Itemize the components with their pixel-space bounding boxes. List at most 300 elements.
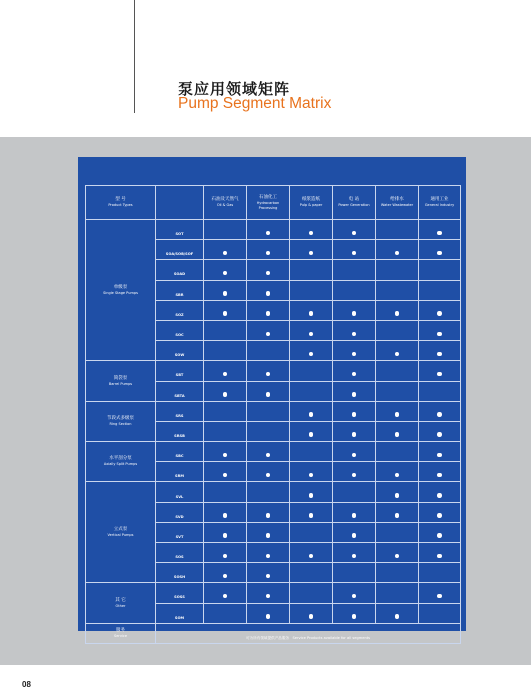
model-code-cell (156, 583, 204, 603)
model-code-cell (156, 240, 204, 260)
dot-icon (309, 493, 314, 498)
matrix-cell (376, 442, 419, 462)
dot-icon (309, 473, 314, 478)
matrix-cell (290, 260, 333, 280)
dot-icon (266, 251, 271, 256)
dot-icon (223, 473, 228, 478)
dot-icon (266, 372, 271, 377)
dot-icon (352, 352, 357, 357)
matrix-cell (290, 462, 333, 482)
matrix-cell (247, 280, 290, 300)
dot-icon (437, 352, 442, 357)
matrix-cell (204, 502, 247, 522)
matrix-cell (376, 603, 419, 623)
category-label-en: Ring Section (109, 421, 132, 426)
dot-icon (223, 251, 228, 256)
segment-header (204, 186, 247, 220)
model-code-cell (156, 543, 204, 563)
dot-icon (437, 251, 442, 256)
matrix-cell (333, 583, 376, 603)
model-code-cell (156, 421, 204, 441)
matrix-cell (376, 341, 419, 361)
model-code: SRSB (174, 433, 185, 438)
matrix-cell (333, 280, 376, 300)
dot-icon (266, 311, 271, 316)
dot-icon (309, 352, 314, 357)
matrix-cell (333, 361, 376, 381)
table-row (86, 482, 461, 502)
dot-icon (309, 251, 314, 256)
matrix-cell (333, 260, 376, 280)
dot-icon (437, 554, 442, 559)
dot-icon (395, 311, 400, 316)
matrix-cell (419, 320, 461, 340)
matrix-cell (333, 341, 376, 361)
service-label-en: Service (114, 633, 127, 638)
dot-icon (223, 453, 228, 458)
matrix-cell (204, 583, 247, 603)
dot-icon (309, 614, 314, 619)
model-code: SBC (175, 454, 184, 459)
category-label-cn: 节段式多级泵 (107, 415, 134, 421)
segment-label-en: General Industry (424, 203, 455, 207)
matrix-cell (247, 300, 290, 320)
matrix-cell (247, 401, 290, 421)
dot-icon (309, 554, 314, 559)
segment-label-en: Pulp & paper (299, 203, 323, 207)
dot-icon (395, 432, 400, 437)
model-code-cell (156, 482, 204, 502)
dot-icon (266, 473, 271, 478)
matrix-cell (204, 563, 247, 583)
model-code: SOT (175, 232, 184, 237)
matrix-cell (376, 482, 419, 502)
matrix-cell (376, 583, 419, 603)
model-code: SVT (175, 534, 184, 539)
model-code: SOW (174, 353, 185, 358)
dot-icon (437, 311, 442, 316)
matrix-cell (333, 502, 376, 522)
dot-icon (395, 473, 400, 478)
matrix-cell (376, 543, 419, 563)
model-code: SBR (175, 292, 184, 297)
matrix-cell (290, 401, 333, 421)
model-code-cell (156, 563, 204, 583)
dot-icon (395, 251, 400, 256)
table-row (86, 220, 461, 240)
segment-header (376, 186, 419, 220)
matrix-cell (247, 260, 290, 280)
model-header (156, 186, 204, 220)
model-code: SVL (175, 494, 184, 499)
dot-icon (437, 372, 442, 377)
header-row (86, 186, 461, 220)
model-code-cell (156, 442, 204, 462)
matrix-cell (333, 320, 376, 340)
page-title-chinese: 泵应用领域矩阵 (178, 80, 291, 98)
matrix-cell (333, 220, 376, 240)
matrix-cell (290, 502, 333, 522)
matrix-cell (376, 421, 419, 441)
matrix-cell (376, 280, 419, 300)
page-number: 08 (22, 680, 31, 689)
matrix-cell (333, 401, 376, 421)
segment-label-en: Power Generation (338, 203, 370, 207)
dot-icon (309, 432, 314, 437)
matrix-cell (376, 401, 419, 421)
matrix-cell (247, 240, 290, 260)
dot-icon (437, 453, 442, 458)
matrix-cell (247, 341, 290, 361)
service-text-cell (156, 623, 461, 643)
matrix-cell (204, 280, 247, 300)
dot-icon (223, 574, 228, 579)
service-text-en: Service Products available for all segments (292, 635, 371, 640)
matrix-cell (204, 522, 247, 542)
matrix-cell (290, 300, 333, 320)
dot-icon (352, 311, 357, 316)
matrix-cell (290, 320, 333, 340)
model-code: SVD (175, 514, 184, 519)
dot-icon (437, 493, 442, 498)
model-code: SOM (174, 615, 185, 620)
segment-label-cn: 石油及天然气 (211, 197, 239, 202)
dot-icon (223, 554, 228, 559)
matrix-cell (247, 442, 290, 462)
model-code: SOS (175, 555, 184, 560)
matrix-cell (247, 462, 290, 482)
dot-icon (437, 231, 442, 236)
dot-icon (437, 412, 442, 417)
category-cell (86, 361, 156, 401)
dot-icon (352, 392, 357, 397)
matrix-cell (290, 563, 333, 583)
matrix-cell (290, 482, 333, 502)
dot-icon (223, 594, 228, 599)
matrix-cell (204, 320, 247, 340)
dot-icon (223, 533, 228, 538)
matrix-cell (204, 442, 247, 462)
segment-label-cn: 通用工业 (430, 197, 449, 202)
dot-icon (352, 594, 357, 599)
matrix-cell (247, 583, 290, 603)
dot-icon (352, 231, 357, 236)
dot-icon (223, 372, 228, 377)
service-row (86, 623, 461, 643)
segment-header (333, 186, 376, 220)
matrix-cell (204, 240, 247, 260)
dot-icon (352, 332, 357, 337)
category-label-en: Axially Split Pumps (103, 462, 138, 467)
vertical-divider-line (134, 0, 135, 113)
model-code: SOAD (173, 272, 186, 277)
dot-icon (395, 352, 400, 357)
matrix-cell (419, 502, 461, 522)
model-code: SOSS (174, 595, 185, 600)
product-types-label-en: Product Types (108, 203, 133, 207)
model-code: SOA/SOB/SOF (165, 252, 194, 257)
dot-icon (352, 473, 357, 478)
matrix-cell (419, 462, 461, 482)
matrix-cell (290, 220, 333, 240)
table-row (86, 361, 461, 381)
segment-label-en: Oil & Gas (216, 203, 234, 207)
matrix-cell (419, 260, 461, 280)
category-cell (86, 583, 156, 623)
matrix-cell (376, 502, 419, 522)
service-label-cell (86, 623, 156, 643)
matrix-cell (419, 522, 461, 542)
matrix-cell (419, 603, 461, 623)
matrix-cell (247, 320, 290, 340)
dot-icon (437, 332, 442, 337)
matrix-cell (204, 482, 247, 502)
dot-icon (309, 412, 314, 417)
model-code: SOC (175, 333, 184, 338)
matrix-cell (247, 421, 290, 441)
matrix-cell (247, 502, 290, 522)
model-code-cell (156, 341, 204, 361)
dot-icon (266, 231, 271, 236)
matrix-cell (290, 442, 333, 462)
dot-icon (395, 513, 400, 518)
category-label-en: Vertical Pumps (107, 532, 134, 537)
matrix-cell (333, 482, 376, 502)
category-label-en: Barrel Pumps (108, 381, 133, 386)
category-cell (86, 401, 156, 441)
matrix-cell (376, 563, 419, 583)
dot-icon (309, 231, 314, 236)
matrix-cell (419, 341, 461, 361)
category-label-cn: 立式泵 (113, 526, 128, 532)
matrix-cell (204, 341, 247, 361)
matrix-cell (290, 280, 333, 300)
model-code-cell (156, 300, 204, 320)
matrix-cell (204, 220, 247, 240)
model-code-cell (156, 220, 204, 240)
dot-icon (223, 392, 228, 397)
segment-label-cn: 纸浆造纸 (302, 197, 320, 202)
matrix-cell (204, 543, 247, 563)
matrix-cell (290, 543, 333, 563)
model-code-cell (156, 361, 204, 381)
dot-icon (437, 473, 442, 478)
matrix-cell (204, 361, 247, 381)
matrix-cell (204, 381, 247, 401)
matrix-cell (204, 300, 247, 320)
category-cell (86, 220, 156, 361)
dot-icon (395, 614, 400, 619)
dot-icon (352, 412, 357, 417)
matrix-cell (290, 522, 333, 542)
dot-icon (266, 291, 271, 296)
matrix-cell (247, 381, 290, 401)
model-code: SOSH (173, 575, 186, 580)
model-code: SRS (175, 413, 184, 418)
dot-icon (266, 594, 271, 599)
dot-icon (223, 271, 228, 276)
dot-icon (266, 271, 271, 276)
dot-icon (395, 554, 400, 559)
dot-icon (266, 554, 271, 559)
product-types-header (86, 186, 156, 220)
pump-segment-matrix-table (85, 185, 461, 644)
matrix-cell (376, 320, 419, 340)
segment-header (247, 186, 290, 220)
dot-icon (266, 574, 271, 579)
matrix-cell (376, 260, 419, 280)
matrix-cell (247, 522, 290, 542)
category-cell (86, 442, 156, 482)
page-title-english: Pump Segment Matrix (178, 95, 332, 112)
dot-icon (437, 533, 442, 538)
dot-icon (395, 493, 400, 498)
matrix-cell (290, 421, 333, 441)
model-code-cell (156, 260, 204, 280)
matrix-cell (290, 381, 333, 401)
segment-label-en: Hydrocarbon Processing (256, 200, 280, 210)
matrix-cell (376, 381, 419, 401)
matrix-cell (376, 522, 419, 542)
model-code: SBT (175, 373, 184, 378)
matrix-cell (290, 361, 333, 381)
matrix-cell (204, 260, 247, 280)
dot-icon (266, 453, 271, 458)
dot-icon (352, 554, 357, 559)
model-code-cell (156, 603, 204, 623)
matrix-cell (247, 361, 290, 381)
matrix-cell (419, 543, 461, 563)
matrix-cell (204, 421, 247, 441)
model-code-cell (156, 320, 204, 340)
dot-icon (437, 594, 442, 599)
dot-icon (352, 372, 357, 377)
matrix-cell (247, 482, 290, 502)
matrix-cell (376, 300, 419, 320)
segment-label-en: Water Wastewater (380, 203, 414, 207)
category-label-cn: 水平剖分泵 (109, 456, 132, 462)
matrix-cell (419, 300, 461, 320)
service-label-cn: 服务 (116, 627, 125, 633)
matrix-cell (333, 421, 376, 441)
segment-header (290, 186, 333, 220)
model-code: SBTA (174, 393, 185, 398)
category-label-en: Single Stage Pumps (103, 290, 138, 295)
category-label-en: Other (115, 603, 126, 608)
matrix-cell (419, 421, 461, 441)
dot-icon (266, 392, 271, 397)
model-code-cell (156, 502, 204, 522)
matrix-cell (419, 381, 461, 401)
matrix-cell (333, 543, 376, 563)
model-code-cell (156, 522, 204, 542)
segment-header (419, 186, 461, 220)
matrix-cell (419, 401, 461, 421)
dot-icon (437, 432, 442, 437)
matrix-cell (333, 522, 376, 542)
model-code-cell (156, 401, 204, 421)
dot-icon (309, 311, 314, 316)
matrix-cell (247, 543, 290, 563)
dot-icon (309, 513, 314, 518)
dot-icon (395, 412, 400, 417)
matrix-cell (333, 462, 376, 482)
matrix-cell (376, 462, 419, 482)
dot-icon (352, 614, 357, 619)
dot-icon (437, 513, 442, 518)
matrix-cell (419, 280, 461, 300)
model-code-cell (156, 462, 204, 482)
table-row (86, 442, 461, 462)
category-cell (86, 482, 156, 583)
matrix-cell (247, 220, 290, 240)
matrix-cell (290, 603, 333, 623)
dot-icon (266, 332, 271, 337)
matrix-cell (376, 240, 419, 260)
dot-icon (352, 432, 357, 437)
segment-label-cn: 石油化工 (259, 194, 277, 200)
matrix-cell (290, 583, 333, 603)
service-text-cn: 可为所有领域提供产品服务 (245, 635, 290, 640)
matrix-cell (333, 563, 376, 583)
dot-icon (223, 291, 228, 296)
matrix-cell (247, 563, 290, 583)
dot-icon (266, 614, 271, 619)
dot-icon (352, 513, 357, 518)
matrix-cell (419, 220, 461, 240)
dot-icon (266, 533, 271, 538)
matrix-cell (290, 341, 333, 361)
model-code-cell (156, 381, 204, 401)
matrix-cell (333, 603, 376, 623)
matrix-cell (376, 361, 419, 381)
dot-icon (309, 332, 314, 337)
segment-label-cn: 电 站 (348, 197, 360, 202)
dot-icon (266, 513, 271, 518)
matrix-cell (419, 240, 461, 260)
dot-icon (352, 453, 357, 458)
matrix-cell (333, 381, 376, 401)
matrix-cell (419, 583, 461, 603)
matrix-cell (376, 220, 419, 240)
category-label-cn: 筒袋泵 (113, 375, 128, 381)
matrix-cell (333, 240, 376, 260)
category-label-cn: 其 它 (115, 597, 126, 603)
model-code: SOZ (175, 312, 184, 317)
matrix-cell (419, 482, 461, 502)
table-row (86, 583, 461, 603)
matrix-cell (204, 603, 247, 623)
matrix-cell (419, 442, 461, 462)
dot-icon (223, 513, 228, 518)
matrix-cell (204, 462, 247, 482)
category-label-cn: 单级泵 (113, 284, 128, 290)
matrix-cell (333, 300, 376, 320)
matrix-cell (419, 563, 461, 583)
model-code-cell (156, 280, 204, 300)
model-code: SRM (175, 474, 184, 479)
matrix-cell (290, 240, 333, 260)
product-types-label-cn: 型 号 (115, 197, 126, 202)
table-row (86, 401, 461, 421)
matrix-cell (204, 401, 247, 421)
matrix-cell (419, 361, 461, 381)
segment-label-cn: 给排水 (390, 197, 404, 202)
dot-icon (352, 533, 357, 538)
matrix-cell (333, 442, 376, 462)
dot-icon (352, 251, 357, 256)
matrix-cell (247, 603, 290, 623)
